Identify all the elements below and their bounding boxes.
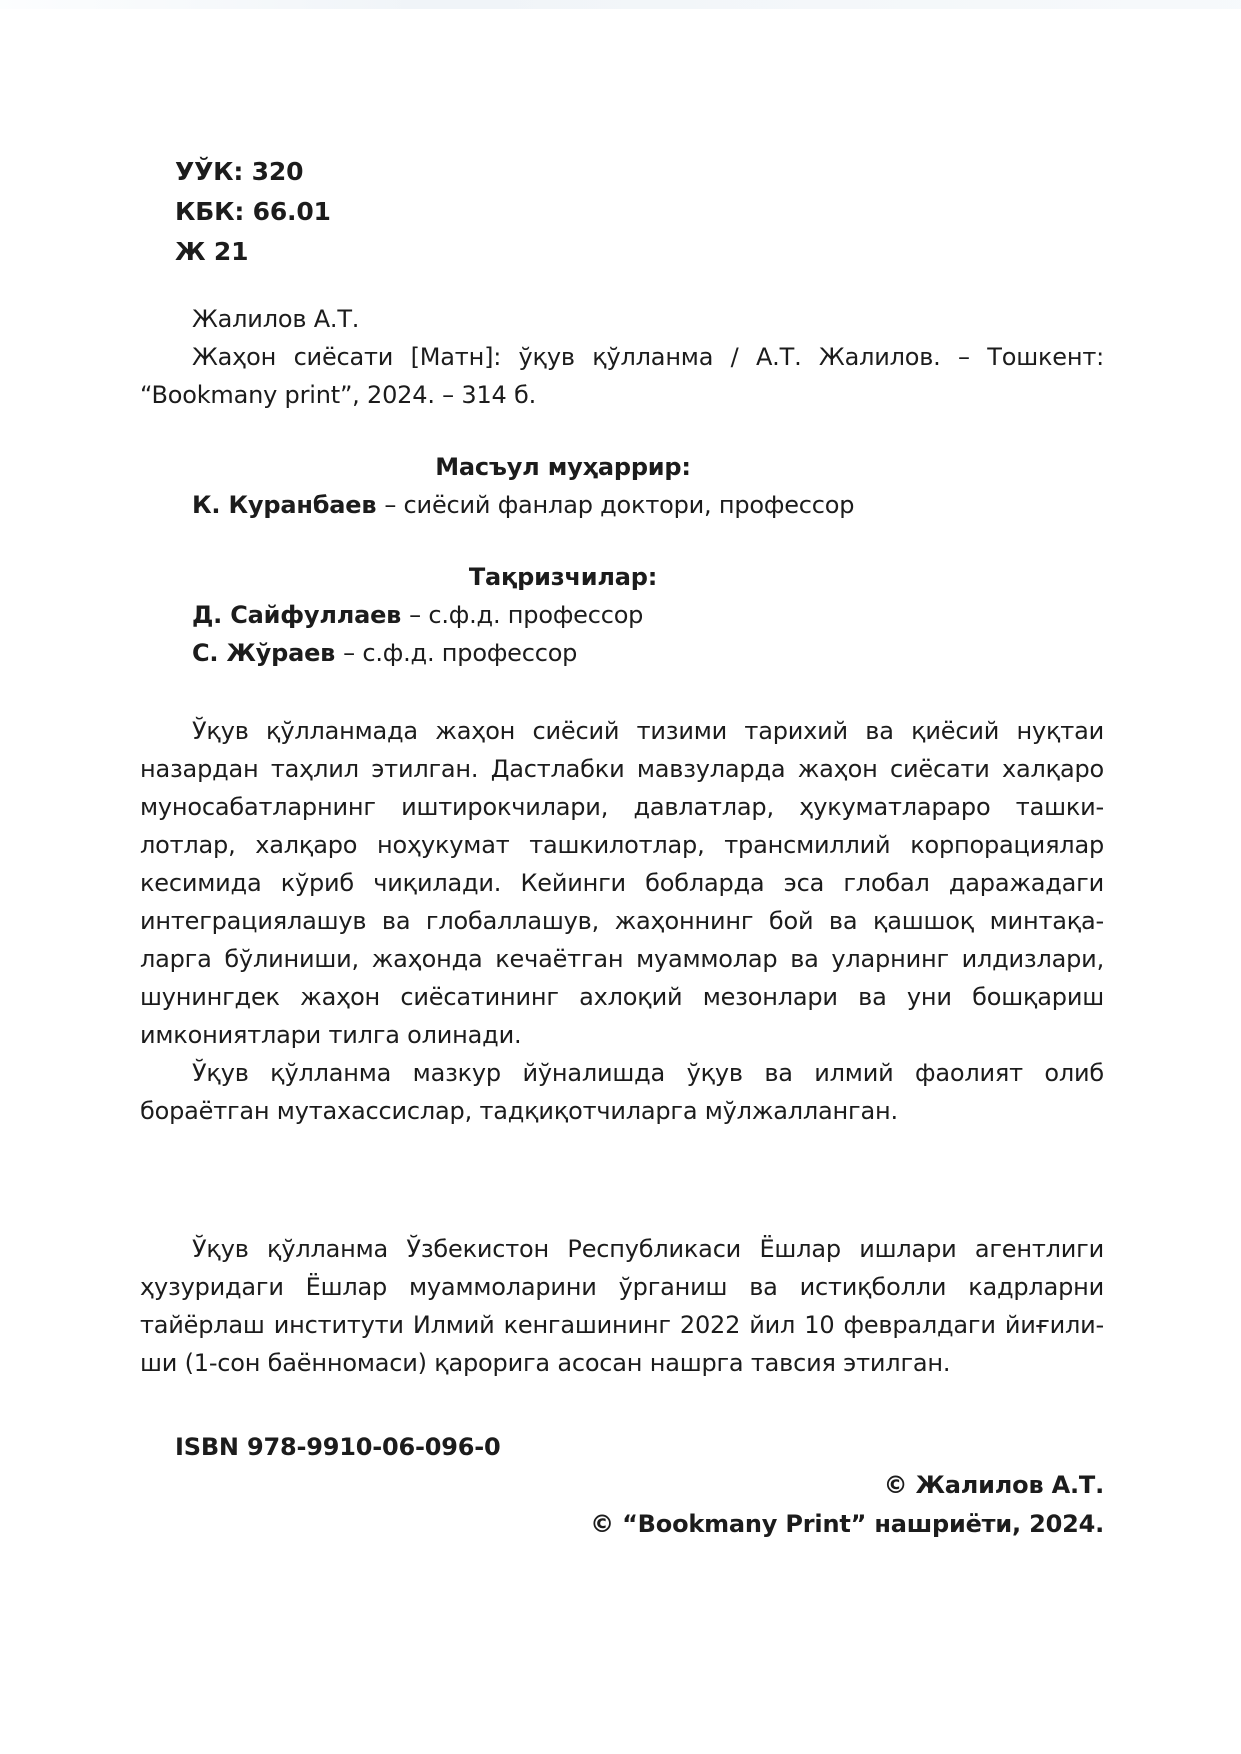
approval-paragraph [140, 1230, 1104, 1382]
copyright-author-line: © Жалилов А.Т. [883, 1471, 1104, 1499]
reviewer-line [140, 596, 1104, 634]
reviewers-heading: Тақризчилар: [468, 563, 658, 591]
editor-name: К. Куранбаев [192, 491, 377, 519]
reviewer-role: – с.ф.д. профессор [409, 601, 644, 629]
reviewer-role: – с.ф.д. профессор [343, 639, 578, 667]
biblio-description [140, 338, 1104, 414]
udc-code: УЎК: 320 [175, 157, 304, 186]
text-line: Ўқув қўлланмада жаҳон сиёсий тизими тарихий ва қиёсий нуқтаи [192, 717, 1104, 745]
text-line: ларга бўлиниши, жаҳонда кечаётган муаммолар ва уларнинг илдизлари, [140, 945, 1104, 973]
editor-role: – сиёсий фанлар доктори, профессор [384, 491, 855, 519]
text-line: имкониятлари тилга олинади. [140, 1021, 522, 1049]
text-line: кесимида кўриб чиқилади. Кейинги бобларда эса глобал даражадаги [140, 869, 1104, 897]
annotation-paragraph-2 [140, 1054, 1104, 1130]
text-line: лотлар, халқаро ноҳукумат ташкилотлар, трансмиллий корпорациялар [140, 831, 1104, 859]
reviewer-name: Д. Сайфуллаев [192, 601, 402, 629]
text-line: ши (1-сон баённомаси) қарорига асосан нашрга тавсия этилган. [140, 1349, 951, 1377]
text-line: назардан таҳлил этилган. Дастлабки мавзуларда жаҳон сиёсати халқаро [140, 755, 1104, 783]
bbk-code: КБК: 66.01 [175, 197, 331, 226]
bibliographic-entry [140, 300, 1104, 414]
text-line: Ўқув қўлланма Ўзбекистон Республикаси Ёшлар ишлари агентлиги [192, 1235, 1104, 1263]
copyright-block [140, 1466, 1104, 1544]
reviewer-name: С. Жўраев [192, 639, 336, 667]
scan-artifact-strip [0, 0, 1241, 9]
catalog-codes [175, 152, 1104, 272]
isbn-line: ISBN 978-9910-06-096-0 [175, 1433, 501, 1461]
text-line: интеграциялашув ва глобаллашув, жаҳоннинг бой ва қашшоқ минтақа- [140, 907, 1104, 935]
text-line: “Bookmany print”, 2024. – 314 б. [140, 381, 537, 409]
biblio-author-line: Жалилов А.Т. [192, 305, 360, 333]
text-line: ҳузуридаги Ёшлар муаммоларини ўрганиш ва истиқболли кадрларни [140, 1273, 1104, 1301]
editor-heading: Масъул муҳаррир: [435, 453, 691, 481]
reviewer-line [140, 634, 1104, 672]
text-line: Ўқув қўлланма мазкур йўналишда ўқув ва илмий фаолият олиб [192, 1059, 1104, 1087]
text-line: шунингдек жаҳон сиёсатининг ахлоқий мезонлари ва уни бошқариш [140, 983, 1104, 1011]
author-sign-code: Ж 21 [175, 237, 249, 266]
editor-line [140, 486, 1104, 524]
copyright-publisher-line: © “Bookmany Print” нашриёти, 2024. [590, 1510, 1104, 1538]
annotation-paragraph-1 [140, 712, 1104, 1054]
text-line: тайёрлаш институти Илмий кенгашининг 2022 йил 10 февралдаги йиғили- [140, 1311, 1104, 1339]
text-line: Жаҳон сиёсати [Матн]: ўқув қўлланма / А.Т. Жалилов. – Тошкент: [192, 343, 1104, 371]
text-line: бораётган мутахассислар, тадқиқотчиларга мўлжалланган. [140, 1097, 898, 1125]
text-line: муносабатларнинг иштирокчилари, давлатлар, ҳукуматлараро ташки- [140, 793, 1104, 821]
